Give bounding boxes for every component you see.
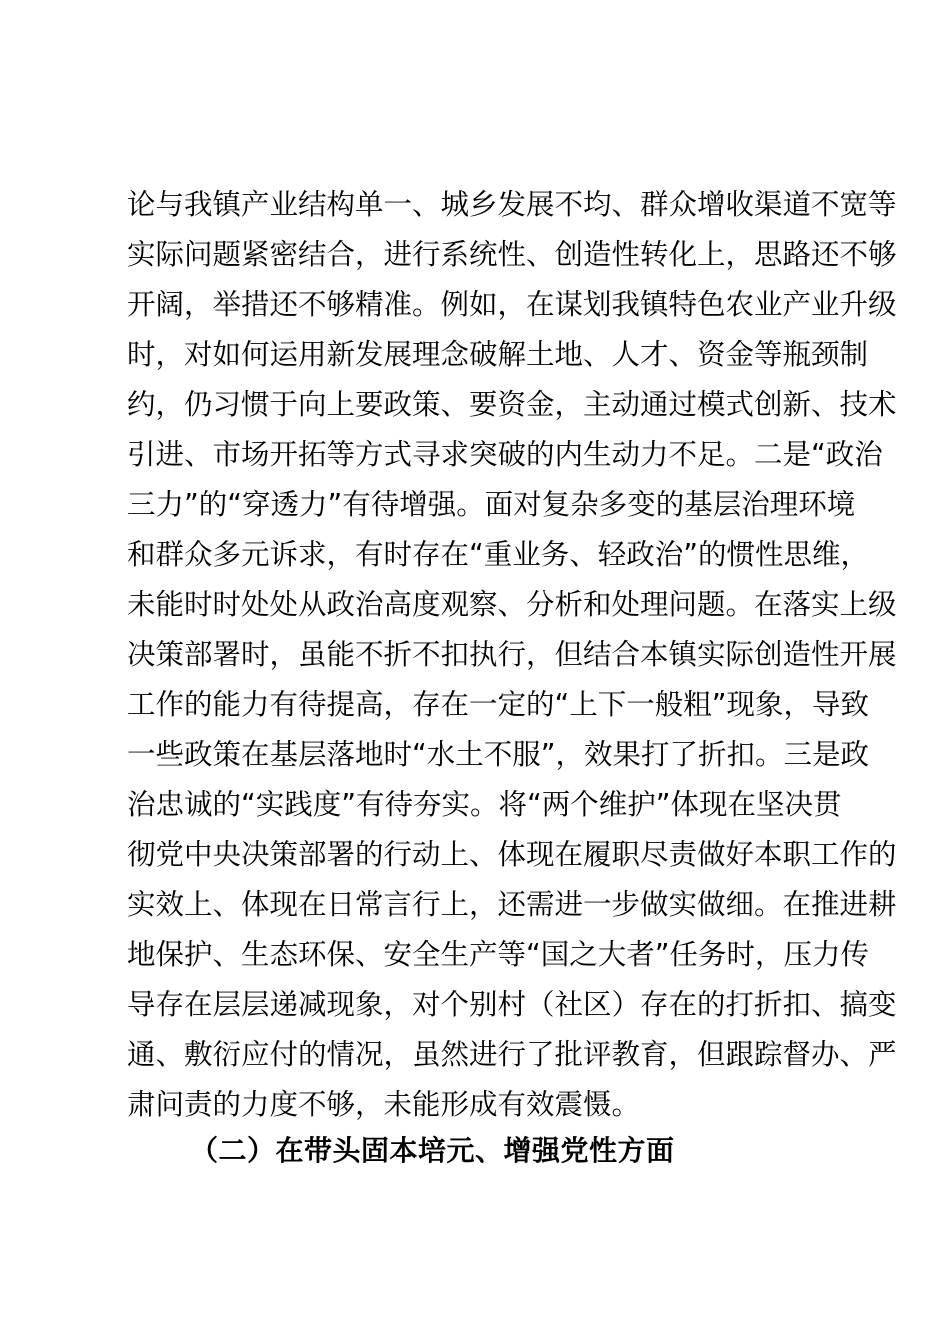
section-heading: （二）在带头固本培元、增强党性方面 (190, 1134, 675, 1167)
paragraph-line: 开阔，举措还不够精准。例如，在谋划我镇特色农业产业升级 (127, 288, 897, 321)
paragraph-line: 通、敷衍应付的情况，虽然进行了批评教育，但跟踪督办、严 (127, 1038, 897, 1071)
paragraph-line: 实效上、体现在日常言行上，还需进一步做实做细。在推进耕 (127, 888, 897, 921)
paragraph-line: 彻党中央决策部署的行动上、体现在履职尽责做好本职工作的 (127, 838, 897, 871)
body-paragraph (127, 180, 897, 1130)
paragraph-line: 论与我镇产业结构单一、城乡发展不均、群众增收渠道不宽等 (127, 188, 897, 221)
paragraph-line: 引进、市场开拓等方式寻求突破的内生动力不足。二是“政治 (127, 438, 883, 471)
paragraph-line: 实际问题紧密结合，进行系统性、创造性转化上，思路还不够 (127, 238, 897, 271)
paragraph-line: 决策部署时，虽能不折不扣执行，但结合本镇实际创造性开展 (127, 638, 897, 671)
paragraph-line: 治忠诚的“实践度”有待夯实。将“两个维护”体现在坚决贯 (127, 788, 842, 821)
paragraph-line: 一些政策在基层落地时“水土不服”，效果打了折扣。三是政 (127, 738, 870, 771)
paragraph-line: 导存在层层递减现象，对个别村（社区）存在的打折扣、搞变 (127, 988, 897, 1021)
paragraph-line: 三力”的“穿透力”有待增强。面对复杂多变的基层治理环境 (127, 488, 856, 521)
paragraph-line: 未能时时处处从政治高度观察、分析和处理问题。在落实上级 (127, 588, 897, 621)
paragraph-line: 地保护、生态环保、安全生产等“国之大者”任务时，压力传 (127, 938, 870, 971)
paragraph-line: 工作的能力有待提高，存在一定的“上下一般粗”现象，导致 (127, 688, 870, 721)
paragraph-line: 时，对如何运用新发展理念破解土地、人才、资金等瓶颈制 (127, 338, 869, 371)
paragraph-line: 肃问责的力度不够，未能形成有效震慑。 (127, 1088, 641, 1121)
paragraph-line: 和群众多元诉求，有时存在“重业务、轻政治”的惯性思维， (127, 538, 870, 571)
paragraph-line: 约，仍习惯于向上要政策、要资金，主动通过模式创新、技术 (127, 388, 897, 421)
